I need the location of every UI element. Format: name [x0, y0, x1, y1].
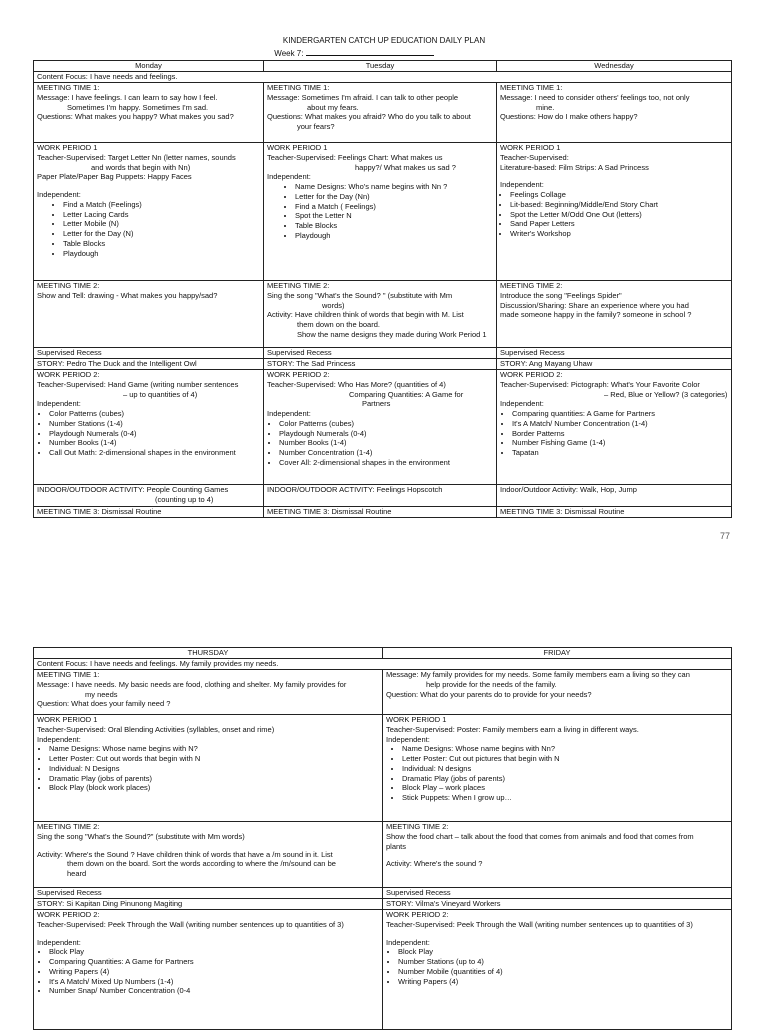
work-period-1-row	[34, 715, 732, 822]
meeting2-head: MEETING TIME 2:	[37, 281, 100, 290]
list-item: • Letter for the Day (N)	[63, 229, 260, 239]
meeting2-activity: Activity: Where's the sound ?	[386, 859, 483, 869]
work1-head: WORK PERIOD 1	[267, 143, 328, 152]
list-item: • Spot the Letter M/Odd One Out (letters)	[510, 210, 728, 220]
list-item: • Cover All: 2-dimensional shapes in the environment	[279, 458, 493, 468]
page-number: 77	[720, 531, 731, 541]
list-item: • Color Patterns (cubes)	[49, 409, 260, 419]
list-item: • Playdough Numerals (0-4)	[279, 429, 493, 439]
list-item: • Call Out Math: 2-dimensional shapes in the environment	[49, 448, 260, 458]
list-item: • Writing Papers (4)	[398, 977, 728, 987]
list-item: • Number Snap/ Number Concentration (0-4	[49, 986, 379, 996]
work2-head: WORK PERIOD 2:	[37, 910, 100, 919]
work2-tuesday	[264, 370, 497, 485]
daily-plan-table-page2	[33, 647, 732, 1030]
meeting1-friday	[383, 670, 732, 715]
meeting1-thursday	[34, 670, 383, 715]
meeting-time-1-row	[34, 670, 732, 715]
work2-teacher: Teacher-Supervised: Pictograph: What's Your Favorite Color	[500, 379, 700, 389]
daily-plan-table-page1	[33, 60, 732, 518]
recess-friday: Supervised Recess	[383, 888, 732, 899]
work1-list	[37, 200, 260, 259]
list-item: • Individual: N designs	[402, 764, 728, 774]
list-item: • Border Patterns	[512, 429, 728, 439]
work1-list	[500, 190, 728, 239]
list-item: • Spot the Letter N	[295, 211, 493, 221]
meeting2-activity: Activity: Where's the Sound ? Have children think of words that have a /m sound in it. List	[37, 849, 333, 859]
meeting2-discussion: Discussion/Sharing: Share an experience where you had	[500, 300, 689, 310]
work2-friday	[383, 910, 732, 1030]
meeting2-name-designs: Show the name designs they made during Work Period 1	[297, 329, 487, 339]
meeting2-thursday	[34, 822, 383, 888]
list-item: • Playdough	[295, 231, 493, 241]
activity-text-cont: (counting up to 4)	[155, 494, 214, 504]
work1-thursday	[34, 715, 383, 822]
list-item: • Writing Papers (4)	[49, 967, 379, 977]
meeting2-wednesday	[497, 281, 732, 348]
meeting2-song-cont: words)	[322, 300, 345, 310]
work1-teacher-cont: happy?/ What makes us sad ?	[355, 162, 456, 172]
list-item: • Number Stations (up to 4)	[398, 957, 728, 967]
work2-monday	[34, 370, 264, 485]
list-item: • Dramatic Play (jobs of parents)	[49, 774, 379, 784]
meeting-time-3-row	[34, 507, 732, 518]
meeting1-monday	[34, 83, 264, 143]
day-header-row	[34, 648, 732, 659]
activity-text: INDOOR/OUTDOOR ACTIVITY: Feelings Hopscotch	[267, 485, 443, 494]
week-label: Week 7:	[274, 48, 304, 58]
work1-independent: Independent:	[37, 190, 81, 199]
meeting3-wednesday: MEETING TIME 3: Dismissal Routine	[497, 507, 732, 518]
work2-teacher: Teacher-Supervised: Hand Game (writing number sentences	[37, 379, 239, 389]
meeting1-message: Message: I need to consider others' feelings too, not only	[500, 92, 690, 102]
work1-friday	[383, 715, 732, 822]
list-item: • Letter Lacing Cards	[63, 210, 260, 220]
list-item: • Feelings Collage	[510, 190, 728, 200]
meeting3-monday: MEETING TIME 3: Dismissal Routine	[34, 507, 264, 518]
meeting2-head: MEETING TIME 2:	[500, 281, 563, 290]
meeting2-tuesday	[264, 281, 497, 348]
list-item: • Number Fishing Game (1-4)	[512, 438, 728, 448]
page-title-block	[0, 36, 768, 60]
content-focus: Content Focus: I have needs and feelings.	[34, 72, 732, 83]
work2-list	[37, 947, 379, 996]
story-tuesday: STORY: The Sad Princess	[264, 359, 497, 370]
meeting2-song: Introduce the song "Feelings Spider"	[500, 290, 622, 300]
meeting2-friday	[383, 822, 732, 888]
list-item: • Table Blocks	[295, 221, 493, 231]
activity-text: INDOOR/OUTDOOR ACTIVITY: People Counting Games	[37, 485, 229, 494]
work1-teacher-cont: and words that begin with Nn)	[91, 162, 191, 172]
meeting2-activity-cont: them down on the board. Sort the words according to where the /m/sound can be	[67, 859, 336, 869]
work1-literature: Literature-based: Film Strips: A Sad Princess	[500, 162, 649, 172]
work2-teacher-cont: Comparing Quantities: A Game for	[349, 389, 464, 399]
day-header-thursday: THURSDAY	[34, 648, 383, 659]
work2-teacher: Teacher-Supervised: Who Has More? (quantities of 4)	[267, 379, 446, 389]
work2-teacher: Teacher-Supervised: Peek Through the Wall (writing number sentences up to quantities of 3)	[37, 919, 344, 929]
list-item: • Stick Puppets: When I grow up…	[402, 793, 728, 803]
work1-tuesday	[264, 143, 497, 281]
list-item: • Number Books (1-4)	[279, 438, 493, 448]
work2-head: WORK PERIOD 2:	[37, 370, 100, 379]
meeting1-message-cont: mine.	[536, 102, 555, 112]
meeting1-message-cont: my needs	[85, 689, 118, 699]
list-item: • Name Designs: Whose name begins with N?	[49, 744, 379, 754]
meeting2-head: MEETING TIME 2:	[37, 822, 100, 831]
story-row	[34, 359, 732, 370]
activity-tuesday	[264, 485, 497, 507]
meeting1-questions-cont: your fears?	[297, 122, 335, 131]
meeting2-song: Sing the song "What's the Sound?" (substitute with Mm words)	[37, 831, 245, 841]
work2-independent: Independent:	[37, 937, 81, 947]
meeting1-message: Message: I have needs. My basic needs are food, clothing and shelter. My family provides for	[37, 679, 347, 689]
recess-thursday: Supervised Recess	[34, 888, 383, 899]
meeting-time-2-row	[34, 822, 732, 888]
work1-teacher: Teacher-Supervised:	[500, 152, 569, 162]
meeting2-activity: Activity: Have children think of words that begin with M. List	[267, 310, 464, 320]
work2-list	[37, 409, 260, 458]
list-item: • Find a Match (Feelings)	[63, 200, 260, 210]
recess-wednesday: Supervised Recess	[497, 348, 732, 359]
story-friday: STORY: Vilma's Vineyard Workers	[383, 899, 732, 910]
meeting3-tuesday: MEETING TIME 3: Dismissal Routine	[264, 507, 497, 518]
list-item: • Block Play	[49, 947, 379, 957]
meeting1-question: Question: What do your parents do to provide for your needs?	[386, 689, 592, 699]
day-header-wednesday: Wednesday	[497, 61, 732, 72]
meeting1-wednesday	[497, 83, 732, 143]
meeting1-message-cont: about my fears.	[307, 102, 359, 112]
meeting2-show-and-tell: Show and Tell: drawing - What makes you happy/sad?	[37, 290, 218, 300]
week-line	[0, 47, 768, 60]
work2-independent: Independent:	[37, 399, 81, 409]
activity-text: Indoor/Outdoor Activity: Walk, Hop, Jump	[500, 485, 637, 494]
meeting1-questions: Questions: What makes you happy? What makes you sad?	[37, 112, 234, 122]
list-item: • Writer's Workshop	[510, 229, 728, 239]
work1-head: WORK PERIOD 1	[37, 715, 98, 724]
meeting2-discussion-cont: made someone happy in the family? someone in school ?	[500, 310, 692, 320]
work-period-1-row	[34, 143, 732, 281]
list-item: • Number Mobile (quantities of 4)	[398, 967, 728, 977]
list-item: • Find a Match ( Feelings)	[295, 202, 493, 212]
list-item: • Block Play – work places	[402, 783, 728, 793]
meeting1-message-cont: help provide for the needs of the family.	[426, 679, 557, 689]
work2-teacher-cont: – up to quantities of 4)	[123, 389, 198, 399]
meeting2-monday	[34, 281, 264, 348]
list-item: • Letter Poster: Cut out words that begin with N	[49, 754, 379, 764]
list-item: • It's A Match/ Number Concentration (1-4)	[512, 419, 728, 429]
work1-head: WORK PERIOD 1	[386, 715, 447, 724]
day-header-friday: FRIDAY	[383, 648, 732, 659]
list-item: • Playdough	[63, 249, 260, 259]
meeting1-message: Message: My family provides for my needs. Some family members earn a living so they can	[386, 670, 690, 679]
day-header-tuesday: Tuesday	[264, 61, 497, 72]
list-item: • Block Play	[398, 947, 728, 957]
meeting1-message: Message: I have feelings. I can learn to say how I feel.	[37, 92, 218, 102]
list-item: • Playdough Numerals (0-4)	[49, 429, 260, 439]
recess-tuesday: Supervised Recess	[264, 348, 497, 359]
recess-row	[34, 348, 732, 359]
work1-list	[37, 744, 379, 793]
list-item: • Dramatic Play (jobs of parents)	[402, 774, 728, 784]
meeting1-message-cont: Sometimes I'm happy. Sometimes I'm sad.	[67, 102, 209, 112]
meeting2-activity-cont: them down on the board.	[297, 320, 380, 329]
week-blank	[306, 47, 434, 56]
work2-thursday	[34, 910, 383, 1030]
work1-head: WORK PERIOD 1	[500, 143, 561, 152]
work2-teacher: Teacher-Supervised: Peek Through the Wall (writing number sentences up to quantities of 3)	[386, 919, 693, 929]
work-period-2-row	[34, 370, 732, 485]
work2-independent: Independent:	[267, 409, 311, 418]
meeting2-song: Sing the song "What's the Sound? " (substitute with Mm	[267, 290, 453, 300]
list-item: • It's A Match/ Mixed Up Numbers (1-4)	[49, 977, 379, 987]
meeting1-head: MEETING TIME 1:	[37, 83, 100, 92]
meeting1-head: MEETING TIME 1:	[500, 83, 563, 92]
list-item: • Individual: N Designs	[49, 764, 379, 774]
meeting-time-2-row	[34, 281, 732, 348]
meeting1-message: Message: Sometimes I'm afraid. I can talk to other people	[267, 92, 459, 102]
work1-list	[386, 744, 728, 803]
list-item: • Number Concentration (1-4)	[279, 448, 493, 458]
list-item: • Letter Poster: Cut out pictures that begin with N	[402, 754, 728, 764]
work1-teacher: Teacher-Supervised: Target Letter Nn (letter names, sounds	[37, 152, 236, 162]
list-item: • Sand Paper Letters	[510, 219, 728, 229]
story-row	[34, 899, 732, 910]
list-item: • Name Designs: Whose name begins with Nn?	[402, 744, 728, 754]
work1-independent: Independent:	[386, 734, 430, 744]
activity-monday	[34, 485, 264, 507]
list-item: • Number Books (1-4)	[49, 438, 260, 448]
work2-head: WORK PERIOD 2:	[267, 370, 330, 379]
work1-list	[267, 182, 493, 241]
list-item: • Tapatan	[512, 448, 728, 458]
list-item: • Letter for the Day (Nn)	[295, 192, 493, 202]
work1-monday	[34, 143, 264, 281]
recess-monday: Supervised Recess	[34, 348, 264, 359]
activity-wednesday	[497, 485, 732, 507]
story-thursday: STORY: Si Kapitan Ding Pinunong Magiting	[34, 899, 383, 910]
meeting1-head: MEETING TIME 1:	[37, 670, 100, 679]
work1-teacher: Teacher-Supervised: Feelings Chart: What makes us	[267, 152, 443, 162]
list-item: • Name Designs: Who's name begins with Nn ?	[295, 182, 493, 192]
list-item: • Number Stations (1-4)	[49, 419, 260, 429]
work2-independent: Independent:	[386, 937, 430, 947]
day-header-row	[34, 61, 732, 72]
work2-teacher-cont: – Red, Blue or Yellow? (3 categories)	[604, 389, 728, 399]
meeting2-food-chart-cont: plants	[386, 841, 407, 851]
plan-title: KINDERGARTEN CATCH UP EDUCATION DAILY PLAN	[282, 36, 486, 45]
meeting1-head: MEETING TIME 1:	[267, 83, 330, 92]
work1-independent: Independent:	[37, 734, 81, 744]
work1-head: WORK PERIOD 1	[37, 143, 98, 152]
work1-independent: Independent:	[267, 172, 311, 182]
list-item: • Block Play (block work places)	[49, 783, 379, 793]
meeting-time-1-row	[34, 83, 732, 143]
recess-row	[34, 888, 732, 899]
work1-wednesday	[497, 143, 732, 281]
list-item: • Letter Mobile (N)	[63, 219, 260, 229]
meeting1-question: Question: What does your family need ?	[37, 699, 171, 709]
work2-list	[500, 409, 728, 458]
meeting2-head: MEETING TIME 2:	[386, 822, 449, 831]
list-item: • Lit-based: Beginning/Middle/End Story Chart	[510, 200, 728, 210]
list-item: • Comparing Quantities: A Game for Partners	[49, 957, 379, 967]
work2-independent: Independent:	[500, 399, 544, 409]
work2-wednesday	[497, 370, 732, 485]
list-item: • Comparing quantities: A Game for Partners	[512, 409, 728, 419]
list-item: • Table Blocks	[63, 239, 260, 249]
work2-list	[386, 947, 728, 986]
work1-puppets: Paper Plate/Paper Bag Puppets: Happy Faces	[37, 172, 192, 182]
meeting1-tuesday	[264, 83, 497, 143]
work1-independent: Independent:	[500, 180, 544, 190]
list-item: • Color Patterns (cubes)	[279, 419, 493, 429]
meeting2-head: MEETING TIME 2:	[267, 281, 330, 290]
story-monday: STORY: Pedro The Duck and the Intelligent Owl	[34, 359, 264, 370]
work2-head: WORK PERIOD 2:	[386, 910, 449, 919]
work1-teacher: Teacher-Supervised: Oral Blending Activities (syllables, onset and rime)	[37, 724, 275, 734]
meeting2-food-chart: Show the food chart – talk about the food that comes from animals and food that comes from	[386, 831, 694, 841]
work2-head: WORK PERIOD 2:	[500, 370, 563, 379]
meeting1-questions: Questions: How do I make others happy?	[500, 112, 638, 122]
work2-list	[267, 419, 493, 468]
indoor-outdoor-row	[34, 485, 732, 507]
meeting2-activity-cont2: heard	[67, 869, 87, 878]
meeting1-questions: Questions: What makes you afraid? Who do you talk to about	[267, 112, 471, 122]
work1-teacher: Teacher-Supervised: Poster: Family members earn a living in different ways.	[386, 724, 639, 734]
story-wednesday: STORY: Ang Mayang Uhaw	[497, 359, 732, 370]
work2-teacher-cont2: Partners	[362, 399, 391, 409]
work-period-2-row	[34, 910, 732, 1030]
content-focus: Content Focus: I have needs and feelings. My family provides my needs.	[34, 659, 732, 670]
day-header-monday: Monday	[34, 61, 264, 72]
